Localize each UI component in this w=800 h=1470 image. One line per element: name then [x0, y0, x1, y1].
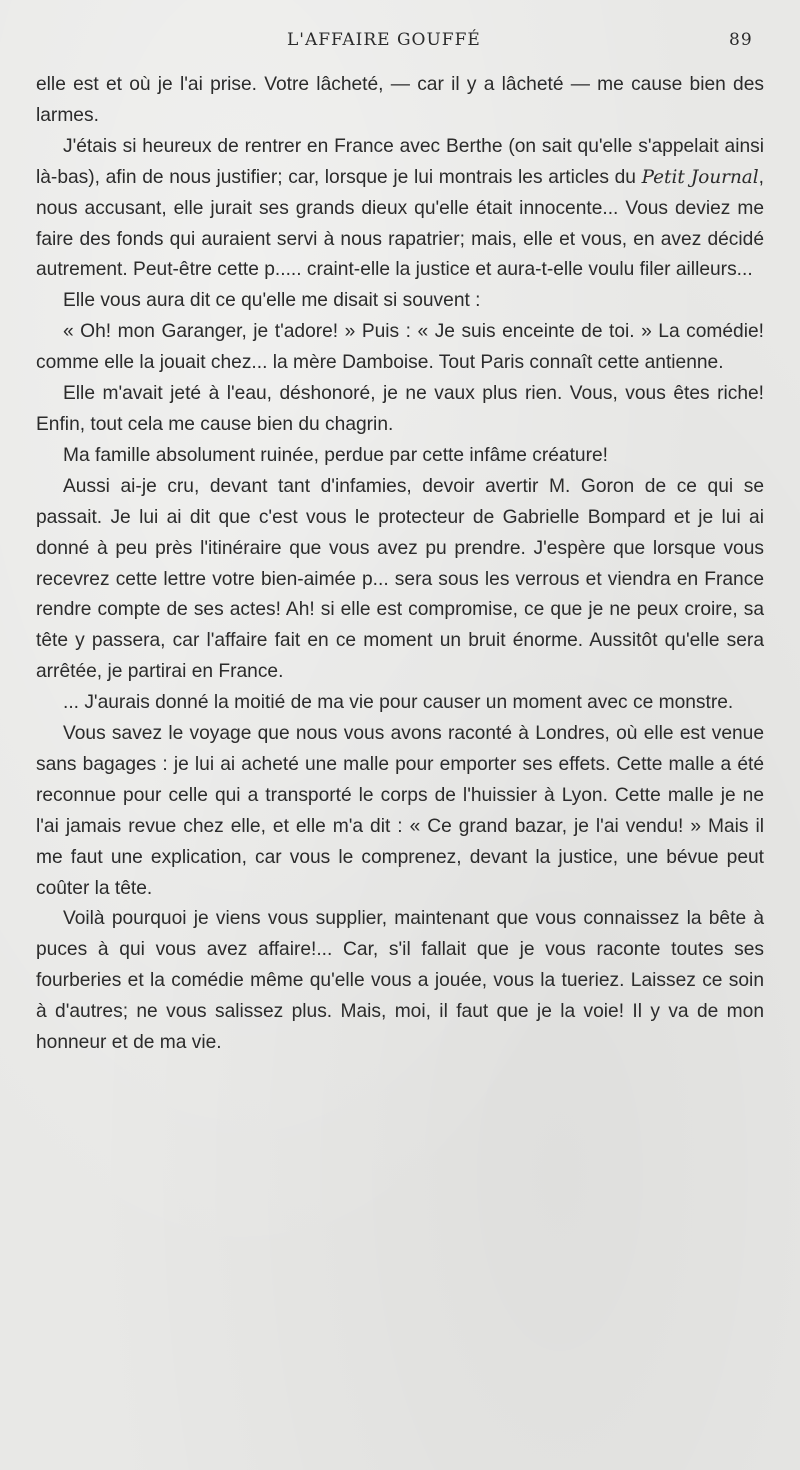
paragraph-2 — [36, 132, 764, 287]
paragraph-2-text-a: J'étais si heureux de rentrer en France avec Berthe (on sait qu'elle s'appelait ainsi là-bas), afin de nous justifier; car, lorsque je lui montrais les articles du — [36, 135, 764, 188]
paragraph-5: Elle m'avait jeté à l'eau, déshonoré, je ne vaux plus rien. Vous, vous êtes riche! Enfin, tout cela me cause bien du chagrin. — [36, 383, 764, 435]
paragraph-7: Aussi ai-je cru, devant tant d'infamies, devoir avertir M. Goron de ce qui se passait. Je lui ai dit que c'est vous le protecteur de Gabrielle Bompard et je lui ai donné à peu près l'itinéraire que vous avez pu prendre. J'espère que lorsque vous recevrez cette lettre votre bien-aimée p... sera sous les verrous et viendra en France rendre compte de ses actes! Ah! si elle est compromise, ce que je ne peux croire, sa tête y passera, car l'affaire fait en ce moment un bruit énorme. Aussitôt qu'elle sera arrêtée, je partirai en France. — [36, 475, 764, 683]
paragraph-3: Elle vous aura dit ce qu'elle me disait si souvent : — [63, 290, 481, 312]
paragraph-8: ... J'aurais donné la moitié de ma vie pour causer un moment avec ce monstre. — [63, 692, 734, 714]
page-number: 89 — [729, 30, 753, 50]
paragraph-9: Vous savez le voyage que nous vous avons raconté à Londres, où elle est venue sans bagages : je lui ai acheté une malle pour emporter ses effets. Cette malle a été reconnue pour celle qui a transporté le corps de l'huissier à Lyon. Cette malle je ne l'ai jamais revue chez elle, et elle m'a dit : « Ce grand bazar, je l'ai vendu! » Mais il me faut une explication, car vous le comprenez, devant la justice, une bévue peut coûter la tête. — [36, 723, 764, 899]
paragraph-10: Voilà pourquoi je viens vous supplier, maintenant que vous connaissez la bête à puces à qui vous avez affaire!... Car, s'il fallait que je vous raconte toutes ses fourberies et la comédie même qu'elle vous a jouée, vous la tueriez. Laissez ce soin à d'autres; ne vous salissez plus. Mais, moi, il faut que je la voie! Il y va de mon honneur et de ma vie. — [36, 908, 764, 1054]
body-text — [36, 70, 764, 1059]
paragraph-2-text-b: , nous accusant, elle jurait ses grands dieux qu'elle était innocente... Vous deviez me faire des fonds qui auraient servi à nous rapatrier; mais, elle et vous, en avez décidé autrement. Peut-être cette p..... craint-elle la justice et aura-t-elle voulu filer ailleurs... — [36, 166, 764, 281]
paragraph-6: Ma famille absolument ruinée, perdue par cette infâme créature! — [63, 444, 608, 466]
paragraph-1: elle est et où je l'ai prise. Votre lâcheté, — car il y a lâcheté — me cause bien des larmes. — [36, 74, 764, 126]
running-title: L'AFFAIRE GOUFFÉ — [287, 30, 481, 50]
running-head — [0, 30, 800, 54]
newspaper-title: Petit Journal — [641, 166, 759, 188]
paragraph-4: « Oh! mon Garanger, je t'adore! » Puis : « Je suis enceinte de toi. » La comédie! comme elle la jouait chez... la mère Damboise. Tout Paris connaît cette antienne. — [36, 321, 764, 374]
